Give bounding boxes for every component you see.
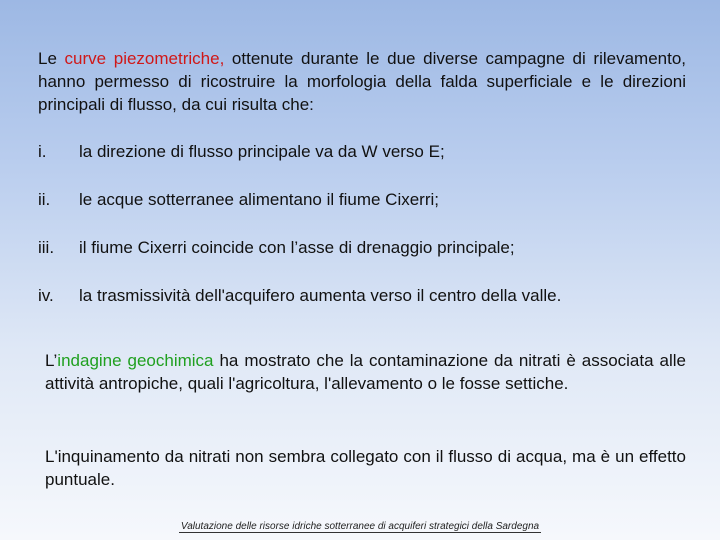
nitrate-paragraph: L'inquinamento da nitrati non sembra collegato con il flusso di acqua, ma è un effetto puntuale. bbox=[45, 447, 686, 489]
geochem-rest: ha mostrato che la contaminazione da nitrati è associata alle attività antropiche, quali l'agricoltura, l'allevamento o le fosse settiche. bbox=[45, 351, 686, 393]
footer bbox=[0, 521, 720, 532]
list-item-text: le acque sotterranee alimentano il fiume Cixerri; bbox=[79, 190, 440, 209]
list-item-text: la direzione di flusso principale va da W verso E; bbox=[79, 142, 445, 161]
curve-piezometriche-highlight: curve piezometriche, bbox=[64, 49, 225, 68]
footer-text: Valutazione delle risorse idriche sotterranee di acquiferi strategici della Sardegna bbox=[180, 521, 540, 532]
list-item-text: la trasmissività dell'acquifero aumenta verso il centro della valle. bbox=[79, 286, 562, 305]
geochem-prefix: L’ bbox=[45, 351, 58, 370]
list-item-number: iv. bbox=[38, 286, 54, 305]
indagine-geochimica-highlight: indagine geochimica bbox=[57, 351, 214, 370]
list-item-text: il fiume Cixerri coincide con l’asse di drenaggio principale; bbox=[79, 238, 515, 257]
geochemical-paragraph bbox=[45, 349, 686, 395]
intro-paragraph bbox=[38, 47, 686, 116]
list-item-number: ii. bbox=[38, 190, 51, 209]
intro-prefix: Le bbox=[38, 49, 65, 68]
intro-rest: ottenute durante le due diverse campagne di rilevamento, hanno permesso di ricostruire la morfologia della falda superficiale e le direzioni principali di flusso, da cui risulta che: bbox=[38, 49, 687, 114]
list-item-number: iii. bbox=[38, 238, 55, 257]
list-item-number: i. bbox=[38, 142, 47, 161]
